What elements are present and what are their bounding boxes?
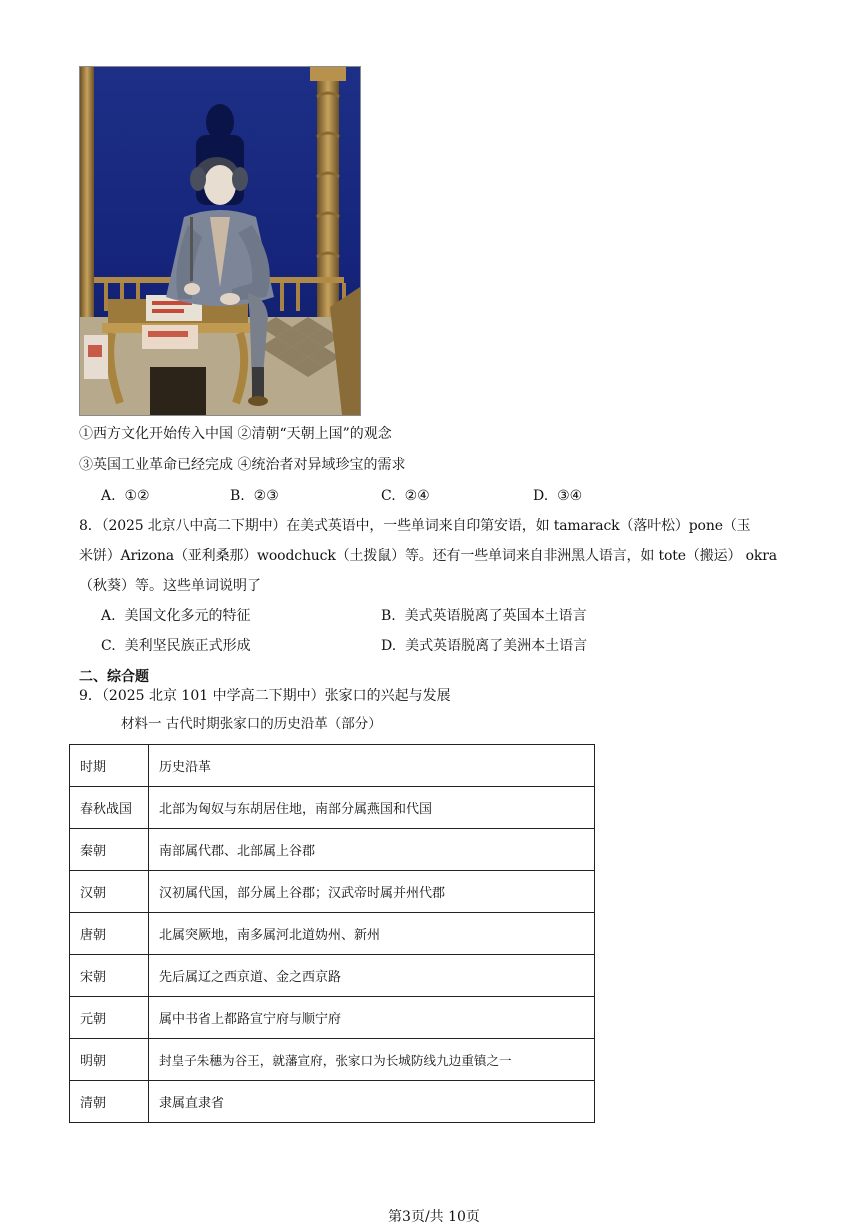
table-cell-period: 清朝 [70,1081,149,1123]
table-cell-period: 宋朝 [70,955,149,997]
q8-option-c: C. 美利坚民族正式形成 [101,638,251,654]
table-header-cell: 时期 [70,745,149,787]
material-title: 材料一 古代时期张家口的历史沿革（部分） [121,716,382,732]
q7-option-d: D. ③④ [533,488,583,504]
table-cell-history: 北部为匈奴与东胡居住地，南部分属燕国和代国 [149,787,595,829]
statement-line: ③英国工业革命已经完成 ④统治者对异域珍宝的需求 [79,457,406,473]
museum-automaton-photo [79,66,361,416]
table-row [70,913,595,955]
table-cell-history: 北属突厥地，南多属河北道妫州、新州 [149,913,595,955]
q7-option-a: A. ①② [101,488,150,504]
q9-title: 9．（2025 北京 101 中学高二下期中）张家口的兴起与发展 [79,688,451,704]
statement-line: ①西方文化开始传入中国 ②清朝“天朝上国”的观念 [79,426,392,442]
section-title: 二、综合题 [79,669,149,685]
page-number: 第3页/共 10页 [388,1209,480,1225]
table-row [70,955,595,997]
table-cell-period: 唐朝 [70,913,149,955]
table-row [70,1081,595,1123]
table-cell-period: 明朝 [70,1039,149,1081]
q8-option-d: D. 美式英语脱离了美洲本土语言 [381,638,588,654]
table-cell-history: 隶属直隶省 [149,1081,595,1123]
q8-text-line: 米饼）Arizona（亚利桑那）woodchuck（土拨鼠）等。还有一些单词来自非洲黑人语言，如 tote（搬运） okra [79,548,777,564]
table-cell-history: 南部属代郡、北部属上谷郡 [149,829,595,871]
table-row [70,829,595,871]
table-cell-history: 先后属辽之西京道、金之西京路 [149,955,595,997]
table-cell-history: 汉初属代国，部分属上谷郡；汉武帝时属并州代郡 [149,871,595,913]
table-row [70,787,595,829]
q7-option-b: B. ②③ [230,488,279,504]
table-header-row [70,745,595,787]
table-row [70,1039,595,1081]
table-cell-history: 属中书省上都路宣宁府与顺宁府 [149,997,595,1039]
table-cell-period: 秦朝 [70,829,149,871]
q8-option-a: A. 美国文化多元的特征 [101,608,251,624]
table-row [70,871,595,913]
q7-option-c: C. ②④ [381,488,430,504]
table-cell-period: 春秋战国 [70,787,149,829]
table-header-cell: 历史沿革 [149,745,595,787]
q8-text-line: （秋葵）等。这些单词说明了 [79,578,261,594]
q8-text-line: 8．（2025 北京八中高二下期中）在美式英语中，一些单词来自印第安语，如 tamarack（落叶松）pone（玉 [79,518,751,534]
table-cell-history: 封皇子朱穗为谷王，就藩宣府，张家口为长城防线九边重镇之一 [149,1039,595,1081]
history-table [69,744,595,1123]
table-cell-period: 元朝 [70,997,149,1039]
table-row [70,997,595,1039]
table-cell-period: 汉朝 [70,871,149,913]
q8-option-b: B. 美式英语脱离了英国本土语言 [381,608,587,624]
